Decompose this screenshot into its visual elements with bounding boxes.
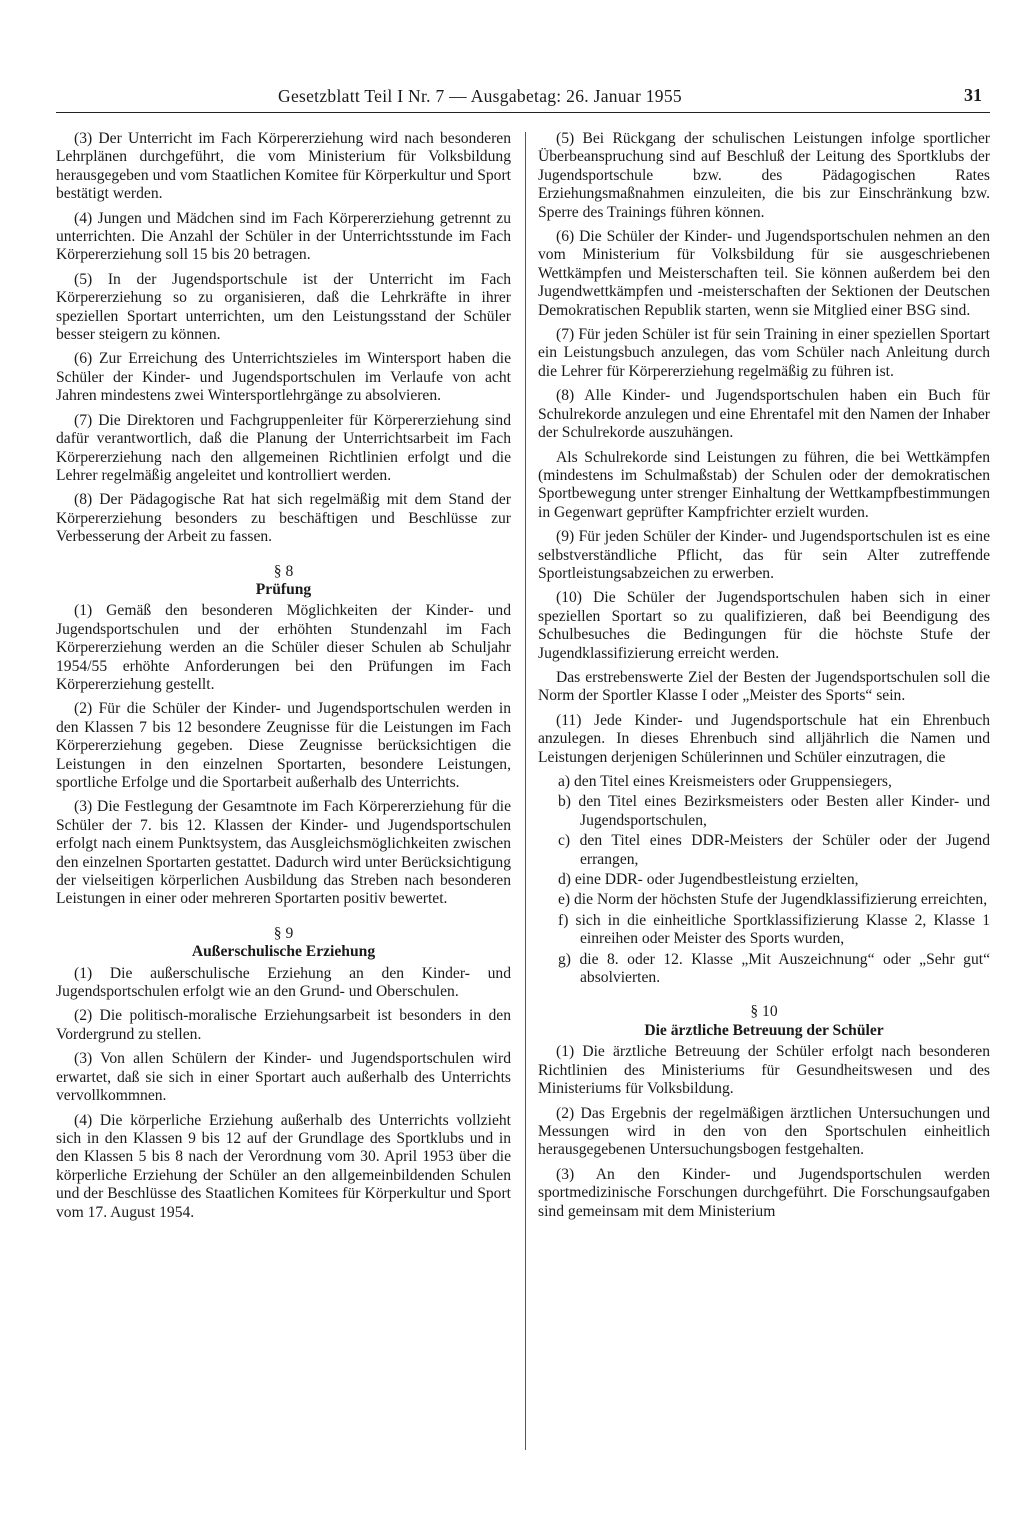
paragraph: (1) Die ärztliche Betreuung der Schüler erfolgt nach besonderen Richtlinien des Ministeriums für Gesundheitswesen und des Ministeriums für Volksbildung. (538, 1043, 990, 1098)
paragraph: (8) Alle Kinder- und Jugendsportschulen haben ein Buch für Schulrekorde anzulegen und eine Ehrentafel mit den Namen der Inhaber der Schulrekorde auszuhängen. (538, 387, 990, 442)
paragraph: (2) Das Ergebnis der regelmäßigen ärztlichen Untersuchungen und Messungen wird in den von den Sportschulen einheitlich herausgegebenen Untersuchungsbogen festgehalten. (538, 1104, 990, 1159)
paragraph: (11) Jede Kinder- und Jugendsportschule hat ein Ehrenbuch anzulegen. In dieses Ehrenbuch sind alljährlich die Namen und Leistungen derjenigen Schülerinnen und Schüler einzutragen, die (538, 711, 990, 766)
list-item: c) den Titel eines DDR-Meisters der Schüler oder der Jugend errangen, (558, 832, 990, 868)
page-number: 31 (964, 85, 982, 105)
paragraph: (7) Für jeden Schüler ist für sein Training in einer speziellen Sportart ein Leistungsbuch anzulegen, das vom Schüler nach Anleitung durch die Lehrer für Körpererziehung regelmäßig zu führen ist. (538, 326, 990, 380)
paragraph: Das erstrebenswerte Ziel der Besten der Jugendsportschulen soll die Norm der Sportler Klasse I oder „Meister des Sports“ sein. (538, 668, 990, 705)
paragraph: (9) Für jeden Schüler der Kinder- und Jugendsportschulen ist es eine selbstverständliche Pflicht, das für sein Alter zutreffende Sportleistungsabzeichen zu erwerben. (538, 528, 990, 582)
paragraph: (4) Jungen und Mädchen sind im Fach Körpererziehung getrennt zu unterrichten. Die Anzahl der Schüler in der Unterrichtsstunde im Fach Körpererziehung soll 15 bis 20 betragen. (56, 209, 511, 264)
paragraph: (8) Der Pädagogische Rat hat sich regelmäßig mit dem Stand der Körpererziehung besonders zu beschäftigen und Beschlüsse zur Verbesserung der Arbeit zu fassen. (56, 491, 511, 546)
page-header (56, 86, 990, 113)
column-divider (525, 132, 526, 1450)
list-item: e) die Norm der höchsten Stufe der Jugendklassifizierung erreichten, (558, 891, 988, 909)
section-number: § 10 (750, 1003, 778, 1021)
paragraph: Als Schulrekorde sind Leistungen zu führen, die bei Wettkämpfen (mindestens im Schulmaßstab) der Schulen oder der demokratischen Sportbewegung unter strenger Einhaltung der Wettkampfbestimmungen in Gegenwart geprüfter Kampfrichter erzielt wurden. (538, 448, 990, 521)
list-item: b) den Titel eines Bezirksmeisters oder Besten aller Kinder- und Jugendsportschulen, (558, 793, 990, 829)
section-number: § 9 (273, 924, 294, 942)
list-item: f) sich in die einheitliche Sportklassifizierung Klasse 2, Klasse 1 einreihen oder Meister des Sports wurden, (558, 911, 990, 948)
paragraph: (5) Bei Rückgang der schulischen Leistungen infolge sportlicher Überbeanspruchung sind auf Beschluß der Leitung des Sportklubs der Jugendsportschule bzw. des Pädagogischen Rates Erziehungsmaßnahmen einzuleiten, die bis zur Einschränkung bzw. Sperre des Trainings führen können. (538, 130, 990, 221)
list-item: a) den Titel eines Kreismeisters oder Gruppensiegers, (558, 773, 892, 790)
paragraph: (1) Gemäß den besonderen Möglichkeiten der Kinder- und Jugendsportschulen und der erhöhten Stundenzahl im Fach Körpererziehung werden an die Schüler dieser Schulen ab Schuljahr 1954/55 erhöhte Anforderungen bei den Prüfungen im Fach Körpererziehung gestellt. (56, 602, 511, 693)
paragraph: (3) Von allen Schülern der Kinder- und Jugendsportschulen wird erwartet, daß sie sich in einer Sportart auch außerhalb des Unterrichts vervollkommnen. (56, 1050, 511, 1105)
left-column (56, 130, 511, 1228)
paragraph: (2) Für die Schüler der Kinder- und Jugendsportschulen werden in den Klassen 7 bis 12 besondere Zeugnisse für die Leistungen im Fach Körpererziehung gegeben. Diese Zeugnisse berücksichtigen die Leistungen in den einzelnen Sportarten, besondere Leistungen, sportliche Erfolge und die Sportarbeit außerhalb des Unterrichts. (56, 700, 511, 791)
paragraph: (6) Zur Erreichung des Unterrichtszieles im Wintersport haben die Schüler der Kinder- und Jugendsportschulen im Verlaufe von acht Jahren mindestens zwei Wintersportlehrgänge zu absolvieren. (56, 350, 511, 405)
right-column (538, 130, 990, 1227)
paragraph: (1) Die außerschulische Erziehung an den Kinder- und Jugendsportschulen erfolgt wie an den Grund- und Oberschulen. (56, 964, 511, 1001)
running-title: Gesetzblatt Teil I Nr. 7 — Ausgabetag: 26. Januar 1955 (278, 86, 682, 106)
paragraph: (3) Die Festlegung der Gesamtnote im Fach Körpererziehung für die Schüler der 7. bis 12. Klassen der Kinder- und Jugendsportschulen erfolgt nach einem Punktsystem, das Ausgleichsmöglichkeiten zwischen den einzelnen Sportarten gestattet. Dadurch wird unter Berücksichtigung der vielseitigen körperlichen Ausbildung das Streben nach besonderen Leistungen in einer oder mehreren Sportarten positiv bewertet. (56, 798, 511, 908)
list-item: d) eine DDR- oder Jugendbestleistung erzielten, (558, 871, 859, 889)
paragraph: (5) In der Jugendsportschule ist der Unterricht im Fach Körpererziehung so zu organisieren, daß die Lehrkräfte in ihrer speziellen Sportart unterrichten, um den Leistungsstand der Schüler besser steigern zu können. (56, 270, 511, 344)
section-title: Prüfung (255, 580, 312, 598)
paragraph: (3) An den Kinder- und Jugendsportschulen werden sportmedizinische Forschungen durchgeführt. Die Forschungsaufgaben sind gemeinsam mit dem Ministerium (538, 1165, 990, 1220)
paragraph: (4) Die körperliche Erziehung außerhalb des Unterrichts vollzieht sich in den Klassen 9 bis 12 auf der Grundlage des Sportklubs und in den Klassen 5 bis 8 nach der Verordnung vom 30. April 1953 über die körperliche Erziehung der Schüler an den allgemeinbildenden Schulen und der Beschlüsse des Staatlichen Komitees für Körperkultur und Sport vom 17. August 1954. (56, 1111, 511, 1221)
paragraph: (10) Die Schüler der Jugendsportschulen haben sich in einer speziellen Sportart so zu qualifizieren, daß bei Beendigung des Schulbesuches die Bedingungen für die höchste Stufe der Jugendklassifizierung erreicht werden. (538, 589, 990, 662)
section-number: § 8 (273, 562, 294, 580)
paragraph: (2) Die politisch-moralische Erziehungsarbeit ist besonders in den Vordergrund zu stellen. (56, 1007, 511, 1043)
paragraph: (3) Der Unterricht im Fach Körpererziehung wird nach besonderen Lehrplänen durchgeführt, die vom Ministerium für Volksbildung herausgegeben und vom Staatlichen Komitee für Körperkultur und Sport bestätigt werden. (56, 130, 511, 203)
section-title: Außerschulische Erziehung (191, 943, 376, 961)
paragraph: (7) Die Direktoren und Fachgruppenleiter für Körpererziehung sind dafür verantwortlich, daß die Planung der Unterrichtsarbeit im Fach Körpererziehung nach den allgemeinen Richtlinien erfolgt und die Lehrer regelmäßig angeleitet und kontrolliert werden. (56, 411, 511, 484)
section-title: Die ärztliche Betreuung der Schüler (644, 1021, 884, 1039)
paragraph: (6) Die Schüler der Kinder- und Jugendsportschulen nehmen an den vom Ministerium für Volksbildung für sie ausgeschriebenen Wettkämpfen und Meisterschaften teil. Sie können außerdem bei den Jugendwettkämpfen und -meisterschaften der Sektionen der Deutschen Demokratischen Republik starten, wenn sie Mitglied einer BSG sind. (538, 228, 990, 319)
list-item: g) die 8. oder 12. Klasse „Mit Auszeichnung“ oder „Sehr gut“ absolvierten. (558, 950, 990, 987)
